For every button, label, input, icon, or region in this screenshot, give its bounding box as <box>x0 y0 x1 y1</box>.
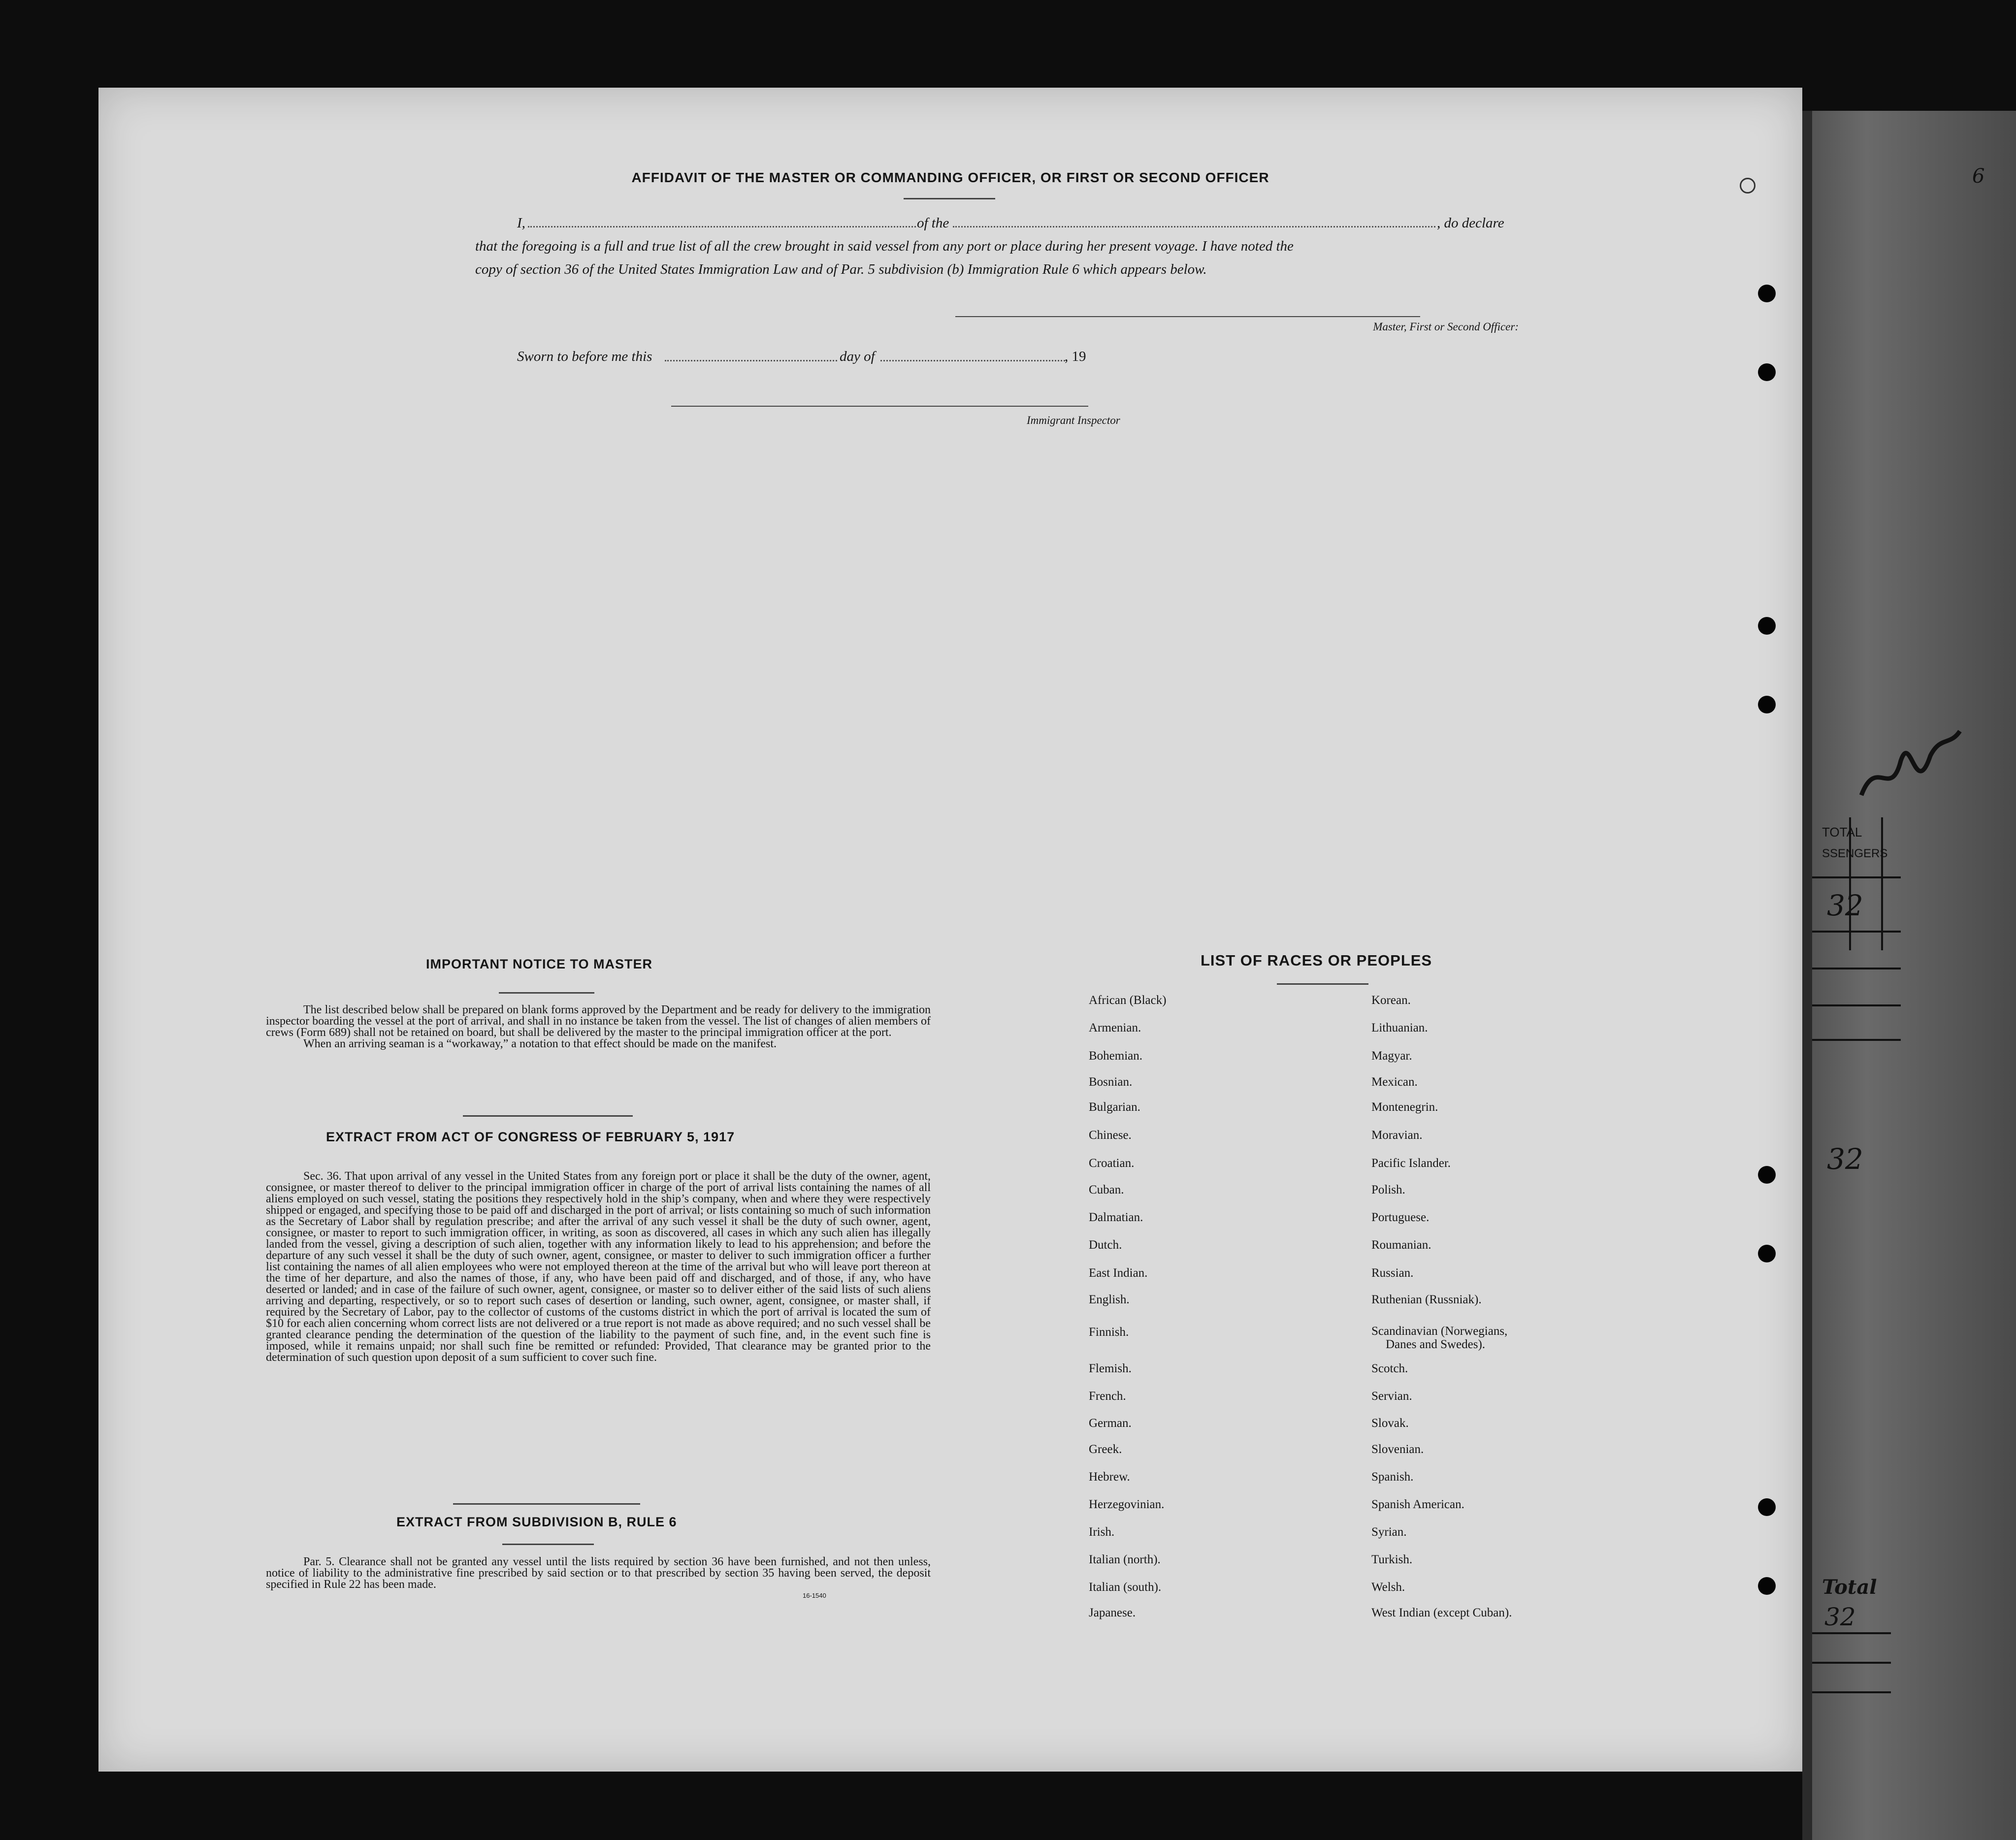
race-entry: Bohemian. <box>1089 1049 1143 1063</box>
vessel-blank <box>953 226 1435 227</box>
race-entry: Spanish American. <box>1371 1498 1464 1511</box>
section-divider <box>453 1503 640 1505</box>
inspector-line <box>671 406 1088 407</box>
back-header-total: TOTAL <box>1822 825 1862 839</box>
race-entry: Herzegovinian. <box>1089 1498 1165 1511</box>
race-entry: Pacific Islander. <box>1371 1157 1451 1170</box>
punch-hole <box>1758 696 1776 713</box>
race-entry: Hebrew. <box>1089 1470 1130 1484</box>
race-entry: Chinese. <box>1089 1129 1132 1142</box>
inspector-caption: Immigrant Inspector <box>1027 414 1120 426</box>
notice-rule <box>499 992 594 994</box>
punch-hole <box>1758 363 1776 381</box>
handwritten-total: 32 <box>1824 1603 1856 1631</box>
affidavit-title: AFFIDAVIT OF THE MASTER OR COMMANDING OFFICER, OR FIRST OR SECOND OFFICER <box>631 170 1269 185</box>
extract-rule-body <box>266 1556 931 1590</box>
affidavit-of-the: of the <box>917 215 949 231</box>
section-divider <box>463 1115 633 1117</box>
race-entry: Scandinavian (Norwegians, <box>1371 1324 1508 1338</box>
race-entry: Bulgarian. <box>1089 1100 1140 1114</box>
race-entry: French. <box>1089 1389 1126 1403</box>
races-title: LIST OF RACES OR PEOPLES <box>1201 952 1432 969</box>
back-rule <box>1812 1662 1891 1664</box>
handwritten-total-word: Total <box>1822 1576 1877 1599</box>
day-blank <box>665 360 837 361</box>
rule-title-rule <box>502 1544 594 1545</box>
affidavit-declare: , do declare <box>1437 215 1504 231</box>
affidavit-line-2: that the foregoing is a full and true list of all the crew brought in said vessel from any port or place during her present voyage. I have noted the <box>475 238 1294 254</box>
race-entry: Dutch. <box>1089 1238 1122 1252</box>
race-entry: Mexican. <box>1371 1075 1418 1089</box>
back-rule <box>1812 876 1901 878</box>
race-entry: Cuban. <box>1089 1183 1124 1196</box>
extract-act-title: EXTRACT FROM ACT OF CONGRESS OF FEBRUARY 5, 1917 <box>326 1130 735 1144</box>
race-entry: German. <box>1089 1417 1132 1430</box>
race-entry: Roumanian. <box>1371 1238 1431 1252</box>
document-page <box>98 88 1802 1772</box>
race-entry: Croatian. <box>1089 1157 1135 1170</box>
race-entry: Turkish. <box>1371 1553 1413 1566</box>
race-entry: Scotch. <box>1371 1362 1408 1375</box>
signature-line <box>955 316 1420 317</box>
year-field: , 19 <box>1065 349 1086 364</box>
back-rule <box>1812 968 1901 969</box>
sworn-text: Sworn to before me this <box>517 349 652 364</box>
month-blank <box>880 360 1065 361</box>
notice-body <box>266 1004 931 1050</box>
race-entry: Russian. <box>1371 1266 1414 1280</box>
back-header-passengers: SSENGERS <box>1822 847 1888 860</box>
race-entry: English. <box>1089 1293 1130 1306</box>
race-entry: Flemish. <box>1089 1362 1132 1375</box>
race-entry: Greek. <box>1089 1443 1122 1456</box>
section-36-text: Sec. 36. That upon arrival of any vessel in the United States from any foreign port or place it shall be the duty of the owner, agent, consignee, or master thereof to deliver to the principal immigration officer in charge of the port of arrival lists containing the names of all aliens employed on such vessel, stating the positions they respectively hold in the ship’s company, when and where they were respectively shipped or engaged, and specifying those to be paid off and discharged in the port of arrival; or lists containing so much of such information as the Secretary of Labor shall by regulation prescribe; and after the arrival of any such vessel it shall be the duty of such owner, agent, consignee, or master to report to such immigration officer, in writing, as soon as discovered, all cases in which any such alien has illegally landed from the vessel, giving a description of such alien, together with any information likely to lead to his apprehension; and before the departure of any such vessel it shall be the duty of such owner, agent, consignee, or master to deliver to such immigration officer a further list containing the names of all alien employees who were not employed thereon at the time of the arrival but who will leave port thereon at the time of her departure, and also the names of those, if any, who have been paid off and discharged, and of those, if any, who have deserted or landed; and in case of the failure of such owner, agent, consignee, or master so to deliver either of the said lists of such aliens arriving and departing, respectively, or so to report such cases of desertion or landing, such owner, agent, consignee, or master shall, if required by the Secretary of Labor, pay to the collector of customs of the customs district in which the port of arrival is located the sum of $10 for each alien concerning whom correct lists are not delivered or a true report is not made as above required; and no such vessel shall be granted clearance pending the determination of the question of the liability to the payment of such fine, and, in the event such fine is imposed, while it remains unpaid; nor shall such fine be remitted or refunded: Provided, That clearance may be granted prior to the determination of such question upon deposit of a sum sufficient to cover such fine. <box>266 1170 931 1364</box>
race-entry: Polish. <box>1371 1183 1405 1196</box>
punch-hole <box>1758 1498 1776 1516</box>
notice-paragraph-1: The list described below shall be prepared on blank forms approved by the Department and be ready for delivery to the immigration inspector boarding the vessel at the port of arrival, and shall in no instance be taken from the vessel. The list of changes of alien members of crews (Form 689) shall not be retained on board, but shall be delivered by the master to the principal immigration officer at the port. <box>266 1003 931 1039</box>
punch-hole <box>1758 617 1776 635</box>
signature-caption: Master, First or Second Officer: <box>1373 321 1519 333</box>
race-entry: Lithuanian. <box>1371 1021 1428 1034</box>
race-entry: Italian (north). <box>1089 1553 1161 1566</box>
race-entry: Magyar. <box>1371 1049 1412 1063</box>
punch-hole <box>1758 285 1776 302</box>
race-entry: Montenegrin. <box>1371 1100 1438 1114</box>
back-rule <box>1812 1004 1901 1006</box>
corner-mark: 6 <box>1972 165 1985 188</box>
race-entry: Portuguese. <box>1371 1211 1430 1224</box>
race-entry: Slovak. <box>1371 1417 1409 1430</box>
underlying-sheet <box>1802 111 2016 1840</box>
notice-paragraph-2: When an arriving seaman is a “workaway,” a notation to that effect should be made on the manifest. <box>303 1037 777 1050</box>
back-rule <box>1812 1039 1901 1041</box>
form-number: 16-1540 <box>803 1592 826 1599</box>
affidavit-i: I, <box>517 215 525 231</box>
race-entry: Moravian. <box>1371 1129 1423 1142</box>
affidavit-line-3: copy of section 36 of the United States Immigration Law and of Par. 5 subdivision (b) Immigration Rule 6 which appears below. <box>475 261 1207 277</box>
punch-hole <box>1758 1245 1776 1262</box>
race-entry: Italian (south). <box>1089 1581 1162 1594</box>
race-entry: Korean. <box>1371 994 1411 1007</box>
back-rule <box>1812 931 1901 933</box>
races-rule <box>1277 983 1368 985</box>
handwritten-count: 32 <box>1827 1142 1863 1176</box>
race-entry: Servian. <box>1371 1389 1412 1403</box>
back-rule <box>1812 1632 1891 1634</box>
race-entry: Welsh. <box>1371 1581 1405 1594</box>
handwritten-count: 32 <box>1827 889 1863 922</box>
extract-act-body <box>266 1171 931 1363</box>
title-rule <box>904 198 995 199</box>
back-rule <box>1812 1691 1891 1693</box>
race-entry: Spanish. <box>1371 1470 1414 1484</box>
race-entry: Dalmatian. <box>1089 1211 1143 1224</box>
race-entry: West Indian (except Cuban). <box>1371 1606 1512 1619</box>
day-of: day of <box>840 349 875 364</box>
race-entry: Syrian. <box>1371 1525 1407 1539</box>
handwritten-scrawl <box>1856 726 1965 810</box>
race-entry: Irish. <box>1089 1525 1115 1539</box>
name-blank <box>528 226 916 227</box>
notice-title: IMPORTANT NOTICE TO MASTER <box>426 957 652 971</box>
sheet-edge-shadow <box>1802 111 1812 1840</box>
race-entry: Armenian. <box>1089 1021 1141 1034</box>
punch-hole <box>1758 1577 1776 1595</box>
race-entry: Bosnian. <box>1089 1075 1133 1089</box>
race-entry: Finnish. <box>1089 1325 1129 1339</box>
par-5-text: Par. 5. Clearance shall not be granted any vessel until the lists required by section 36 have been furnished, and not then unless, notice of liability to the administrative fine prescribed by said section or to that prescribed by section 35 having been served, the deposit specified in Rule 22 has been made. <box>266 1555 931 1591</box>
race-entry: African (Black) <box>1089 994 1167 1007</box>
race-entry: Japanese. <box>1089 1606 1136 1619</box>
punch-hole <box>1758 1166 1776 1184</box>
extract-rule-title: EXTRACT FROM SUBDIVISION B, RULE 6 <box>396 1515 677 1529</box>
race-entry: East Indian. <box>1089 1266 1148 1280</box>
race-entry: Ruthenian (Russniak). <box>1371 1293 1482 1306</box>
race-entry: Slovenian. <box>1371 1443 1424 1456</box>
race-entry: Danes and Swedes). <box>1386 1338 1486 1351</box>
